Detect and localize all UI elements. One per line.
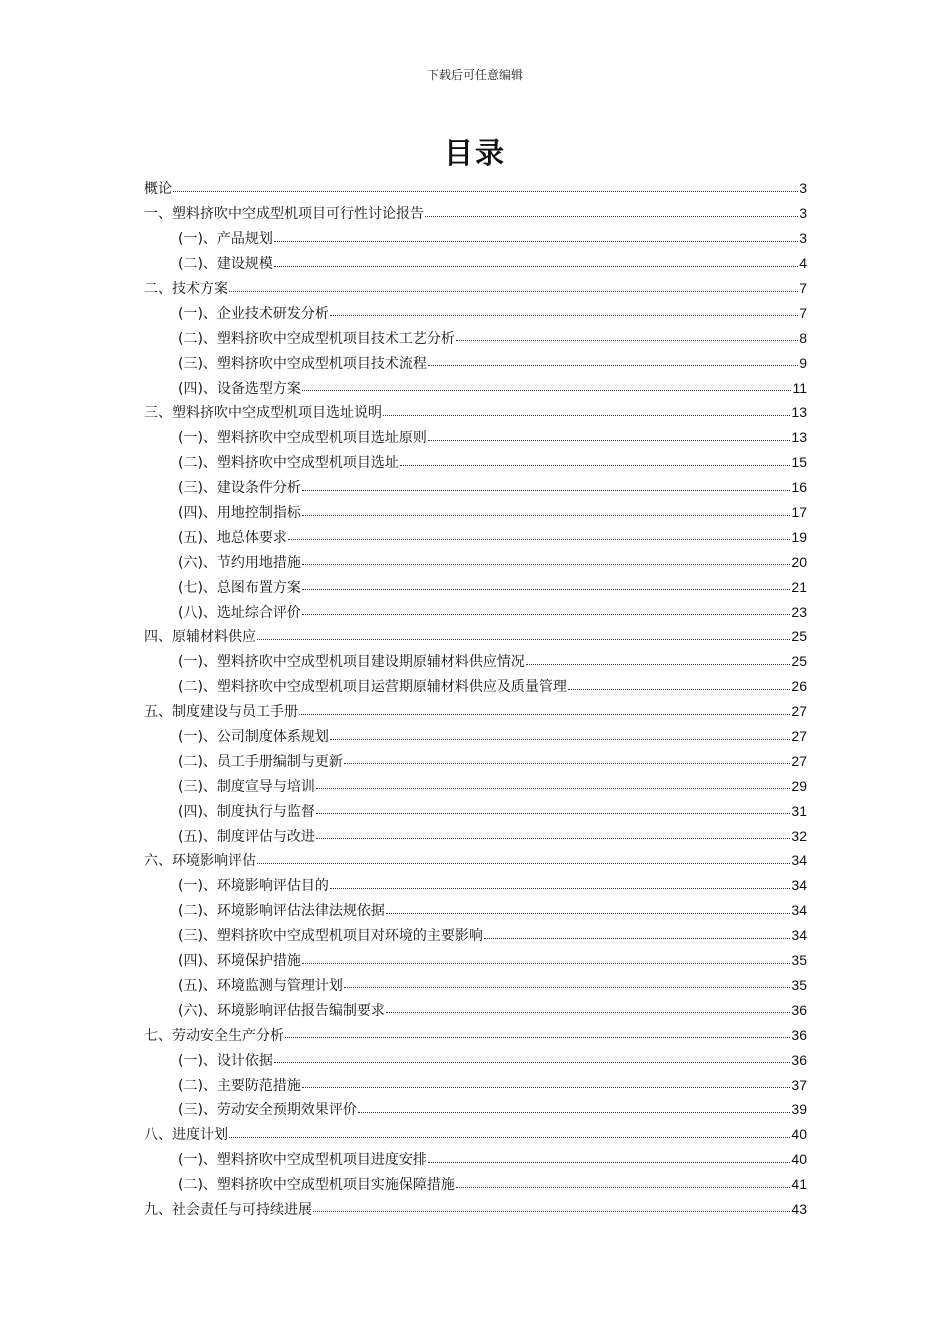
toc-entry-label: (三)、塑料挤吹中空成型机项目技术流程 (178, 355, 427, 372)
toc-entry[interactable] (144, 1047, 807, 1072)
toc-entry-label: 概论 (144, 181, 172, 198)
toc-dot-leader (456, 340, 798, 341)
toc-entry-label: (二)、员工手册编制与更新 (178, 753, 343, 770)
toc-entry[interactable] (144, 1122, 807, 1147)
toc-entry[interactable] (144, 724, 807, 749)
toc-entry-label: (二)、塑料挤吹中空成型机项目运营期原辅材料供应及质量管理 (178, 679, 567, 696)
toc-entry[interactable] (144, 674, 807, 699)
toc-entry-page: 29 (791, 777, 807, 794)
toc-entry-page: 36 (791, 1026, 807, 1043)
toc-dot-leader (358, 1112, 790, 1113)
toc-dot-leader (257, 863, 790, 864)
toc-dot-leader (383, 415, 790, 416)
toc-entry-label: (四)、设备选型方案 (178, 380, 301, 397)
toc-entry-label: 九、社会责任与可持续进展 (144, 1201, 312, 1218)
toc-dot-leader (302, 614, 790, 615)
toc-entry-label: (六)、环境影响评估报告编制要求 (178, 1002, 385, 1019)
toc-dot-leader (302, 515, 790, 516)
toc-dot-leader (285, 1037, 790, 1038)
toc-entry[interactable] (144, 823, 807, 848)
toc-dot-leader (302, 1087, 790, 1088)
toc-dot-leader (344, 987, 790, 988)
toc-dot-leader (257, 639, 790, 640)
toc-entry-page: 39 (791, 1101, 807, 1118)
toc-entry[interactable] (144, 176, 807, 201)
toc-dot-leader (386, 1012, 790, 1013)
toc-entry-page: 37 (791, 1076, 807, 1093)
toc-entry[interactable] (144, 276, 807, 301)
toc-entry-label: (二)、建设规模 (178, 256, 273, 273)
toc-entry[interactable] (144, 549, 807, 574)
toc-entry-page: 3 (799, 230, 807, 247)
toc-dot-leader (456, 1187, 790, 1188)
toc-entry[interactable] (144, 948, 807, 973)
toc-entry[interactable] (144, 599, 807, 624)
toc-entry[interactable] (144, 798, 807, 823)
toc-entry-label: (二)、塑料挤吹中空成型机项目实施保障措施 (178, 1177, 455, 1194)
toc-dot-leader (302, 390, 792, 391)
toc-entry-page: 36 (791, 1001, 807, 1018)
toc-entry[interactable] (144, 251, 807, 276)
toc-entry-label: (六)、节约用地措施 (178, 554, 301, 571)
toc-dot-leader (316, 813, 790, 814)
toc-entry[interactable] (144, 574, 807, 599)
toc-entry-page: 34 (791, 852, 807, 869)
toc-entry-label: (一)、设计依据 (178, 1052, 273, 1069)
toc-dot-leader (313, 1211, 790, 1212)
toc-entry-page: 11 (792, 379, 807, 396)
toc-entry-page: 8 (799, 329, 807, 346)
toc-entry-label: (八)、选址综合评价 (178, 604, 301, 621)
toc-entry-label: (七)、总图布置方案 (178, 579, 301, 596)
toc-entry[interactable] (144, 997, 807, 1022)
toc-entry[interactable] (144, 898, 807, 923)
toc-entry-label: (一)、环境影响评估目的 (178, 878, 329, 895)
toc-entry-label: (三)、塑料挤吹中空成型机项目对环境的主要影响 (178, 928, 483, 945)
toc-entry-page: 36 (791, 1051, 807, 1068)
toc-dot-leader (302, 589, 790, 590)
toc-entry-page: 25 (791, 628, 807, 645)
toc-entry-page: 25 (791, 653, 807, 670)
toc-entry-label: (四)、制度执行与监督 (178, 803, 315, 820)
toc-entry-page: 21 (791, 578, 807, 595)
toc-entry-page: 40 (791, 1126, 807, 1143)
toc-dot-leader (428, 1162, 790, 1163)
toc-entry[interactable] (144, 699, 807, 724)
toc-entry-page: 34 (791, 927, 807, 944)
toc-dot-leader (302, 490, 790, 491)
toc-entry[interactable] (144, 475, 807, 500)
toc-dot-leader (316, 788, 790, 789)
toc-dot-leader (526, 664, 790, 665)
toc-entry-page: 27 (791, 703, 807, 720)
toc-entry-label: (一)、塑料挤吹中空成型机项目选址原则 (178, 430, 427, 447)
toc-entry-label: 八、进度计划 (144, 1127, 228, 1144)
toc-entry[interactable] (144, 375, 807, 400)
toc-entry-page: 35 (791, 952, 807, 969)
toc-entry-page: 27 (791, 728, 807, 745)
toc-entry[interactable] (144, 848, 807, 873)
toc-entry-page: 7 (799, 280, 807, 296)
toc-entry[interactable] (144, 201, 807, 226)
toc-entry[interactable] (144, 400, 807, 425)
toc-entry[interactable] (144, 425, 807, 450)
toc-dot-leader (288, 539, 790, 540)
toc-dot-leader (400, 465, 790, 466)
toc-dot-leader (484, 938, 790, 939)
toc-entry[interactable] (144, 300, 807, 325)
toc-entry-label: (三)、建设条件分析 (178, 480, 301, 497)
toc-dot-leader (229, 1137, 790, 1138)
toc-entry-label: (四)、环境保护措施 (178, 953, 301, 970)
toc-entry[interactable] (144, 325, 807, 350)
toc-dot-leader (299, 714, 790, 715)
toc-entry-label: (五)、环境监测与管理计划 (178, 977, 343, 994)
toc-dot-leader (568, 689, 790, 690)
toc-entry[interactable] (144, 450, 807, 475)
toc-entry-page: 9 (799, 354, 807, 371)
toc-entry-label: (一)、塑料挤吹中空成型机项目进度安排 (178, 1152, 427, 1169)
toc-entry-label: (二)、主要防范措施 (178, 1077, 301, 1094)
toc-entry-page: 4 (799, 255, 807, 272)
toc-entry-page: 41 (791, 1176, 807, 1193)
toc-entry[interactable] (144, 1097, 807, 1122)
toc-entry[interactable] (144, 500, 807, 525)
header-note: 下载后可任意编辑 (426, 68, 523, 82)
toc-dot-leader (229, 291, 798, 292)
toc-entry-label: 四、原辅材料供应 (144, 629, 256, 646)
toc-entry-label: 七、劳动安全生产分析 (144, 1027, 284, 1044)
toc-entry[interactable] (144, 1172, 807, 1197)
toc-entry[interactable] (144, 624, 807, 649)
toc-entry-label: (一)、企业技术研发分析 (178, 305, 329, 322)
toc-entry-label: 六、环境影响评估 (144, 853, 256, 870)
toc-entry-page: 31 (791, 802, 807, 819)
toc-dot-leader (173, 191, 798, 192)
toc-dot-leader (330, 315, 798, 316)
toc-entry-page: 13 (791, 429, 807, 446)
toc-entry[interactable] (144, 1022, 807, 1047)
toc-entry-page: 43 (791, 1200, 807, 1217)
toc-dot-leader (425, 216, 798, 217)
toc-entry-page: 16 (791, 479, 807, 496)
toc-entry[interactable] (144, 748, 807, 773)
table-of-contents (144, 176, 807, 1221)
toc-entry-label: (一)、公司制度体系规划 (178, 729, 329, 746)
toc-dot-leader (302, 963, 790, 964)
toc-entry-page: 26 (791, 678, 807, 695)
toc-entry-page: 19 (791, 528, 807, 545)
toc-entry[interactable] (144, 873, 807, 898)
toc-entry-label: (二)、塑料挤吹中空成型机项目技术工艺分析 (178, 330, 455, 347)
toc-entry-page: 34 (791, 902, 807, 919)
toc-entry[interactable] (144, 524, 807, 549)
toc-dot-leader (428, 440, 790, 441)
toc-entry[interactable] (144, 923, 807, 948)
toc-entry-page: 17 (791, 504, 807, 521)
toc-entry[interactable] (144, 1072, 807, 1097)
toc-entry-label: (三)、劳动安全预期效果评价 (178, 1102, 357, 1119)
toc-entry-label: (一)、产品规划 (178, 231, 273, 248)
toc-entry-page: 34 (791, 877, 807, 894)
toc-entry[interactable] (144, 226, 807, 251)
toc-entry[interactable] (144, 350, 807, 375)
toc-dot-leader (330, 888, 790, 889)
toc-entry-label: (二)、环境影响评估法律法规依据 (178, 903, 385, 920)
toc-entry-page: 27 (791, 752, 807, 769)
toc-entry[interactable] (144, 1147, 807, 1172)
toc-entry-label: (二)、塑料挤吹中空成型机项目选址 (178, 455, 399, 472)
toc-entry-label: 二、技术方案 (144, 281, 228, 297)
toc-dot-leader (330, 739, 790, 740)
toc-dot-leader (274, 1062, 790, 1063)
toc-entry-label: 五、制度建设与员工手册 (144, 704, 298, 721)
toc-dot-leader (386, 913, 790, 914)
toc-entry-page: 32 (791, 827, 807, 844)
toc-entry-page: 35 (791, 976, 807, 993)
toc-entry-page: 3 (799, 180, 807, 197)
toc-dot-leader (316, 838, 790, 839)
toc-dot-leader (274, 266, 798, 267)
toc-entry-label: 一、塑料挤吹中空成型机项目可行性讨论报告 (144, 206, 424, 223)
toc-entry-label: (三)、制度宣导与培训 (178, 778, 315, 795)
toc-entry-page: 3 (799, 205, 807, 222)
toc-dot-leader (274, 241, 798, 242)
toc-dot-leader (428, 365, 798, 366)
toc-entry[interactable] (144, 973, 807, 998)
toc-title: 目录 (443, 136, 506, 170)
toc-entry-label: (五)、制度评估与改进 (178, 828, 315, 845)
toc-entry-page: 40 (791, 1151, 807, 1168)
toc-entry-page: 20 (791, 553, 807, 570)
toc-entry-page: 7 (799, 304, 807, 321)
toc-entry-page: 15 (791, 454, 807, 471)
toc-entry[interactable] (144, 773, 807, 798)
toc-entry[interactable] (144, 649, 807, 674)
toc-entry-label: (五)、地总体要求 (178, 529, 287, 546)
toc-dot-leader (344, 763, 790, 764)
toc-entry-page: 13 (791, 404, 807, 421)
toc-entry-page: 23 (791, 603, 807, 620)
toc-entry-label: 三、塑料挤吹中空成型机项目选址说明 (144, 405, 382, 422)
toc-entry[interactable] (144, 1197, 807, 1222)
toc-entry-label: (四)、用地控制指标 (178, 505, 301, 522)
toc-entry-label: (一)、塑料挤吹中空成型机项目建设期原辅材料供应情况 (178, 654, 525, 671)
toc-dot-leader (302, 564, 790, 565)
